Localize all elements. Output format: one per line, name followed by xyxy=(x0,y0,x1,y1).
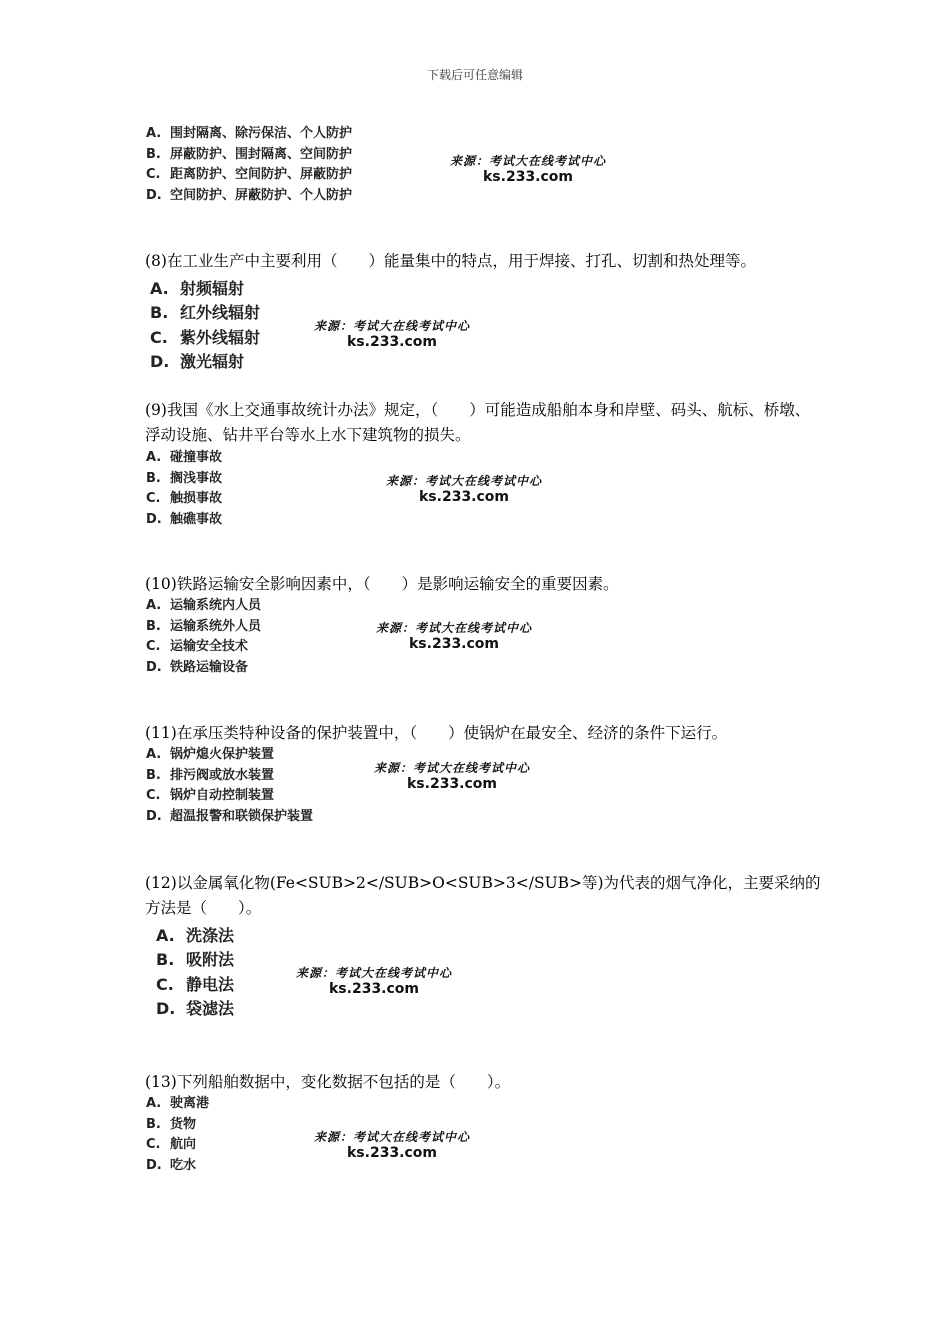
option-text: 锅炉熄火保护装置 xyxy=(170,747,275,762)
source-label: 来源：考试大在线考试中心 xyxy=(386,474,543,488)
source-url: ks.233.com xyxy=(347,1145,438,1161)
source-label: 来源：考试大在线考试中心 xyxy=(314,319,471,333)
q11-stem: (11)在承压类特种设备的保护装置中，（ ）使锅炉在最安全、经济的条件下运行。 xyxy=(145,724,728,742)
q9-option-c xyxy=(146,489,222,510)
q12-option-b xyxy=(156,948,234,972)
option-letter: C. xyxy=(156,974,174,994)
q12-stem: (12)以金属氧化物(Fe<SUB>2</SUB>O<SUB>3</SUB>等)为代表的烟气净化，主要采纳的方法是（ ）。 xyxy=(145,874,821,917)
q13-option-b xyxy=(146,1115,209,1136)
option-text: 袋滤法 xyxy=(186,998,235,1018)
source-watermark xyxy=(450,154,606,185)
option-text: 货物 xyxy=(170,1116,197,1132)
option-letter: B. xyxy=(146,146,161,162)
q11-option-c xyxy=(146,786,313,807)
source-watermark xyxy=(314,319,470,350)
q8-option-c xyxy=(150,326,260,350)
q11-option-b xyxy=(146,766,313,787)
option-text: 铁路运输设备 xyxy=(170,659,249,675)
option-letter: C. xyxy=(146,167,161,182)
q8-option-d xyxy=(150,350,260,374)
q12-options xyxy=(156,924,234,1021)
source-url: ks.233.com xyxy=(409,636,500,652)
q9-option-a xyxy=(146,448,222,469)
option-text: 排污阀或放水装置 xyxy=(170,767,275,783)
q7-option-d xyxy=(146,186,352,207)
option-text: 运输安全技术 xyxy=(170,639,249,654)
q11-option-d xyxy=(146,807,313,828)
q7-option-c xyxy=(146,165,352,186)
source-label: 来源：考试大在线考试中心 xyxy=(450,154,607,168)
q12-option-c xyxy=(156,973,234,997)
q13-option-d xyxy=(146,1156,209,1177)
q12-option-a xyxy=(156,924,234,948)
source-watermark xyxy=(314,1130,470,1161)
q12-option-d xyxy=(156,997,234,1021)
q9-stem: (9)我国《水上交通事故统计办法》规定，（ ）可能造成船舶本身和岸壁、码头、航标、桥墩、浮动设施、钻井平台等水上水下建筑物的损失。 xyxy=(145,401,811,444)
source-label: 来源：考试大在线考试中心 xyxy=(376,621,533,635)
q9-option-b xyxy=(146,469,222,490)
source-url: ks.233.com xyxy=(347,334,438,350)
q11-options xyxy=(146,745,313,827)
q10-option-c xyxy=(146,637,261,658)
option-letter: D. xyxy=(146,808,162,824)
option-text: 静电法 xyxy=(186,974,235,994)
source-url: ks.233.com xyxy=(419,489,510,505)
q10-stem: (10)铁路运输安全影响因素中，（ ）是影响运输安全的重要因素。 xyxy=(145,575,619,593)
option-letter: B. xyxy=(146,1116,161,1132)
option-text: 紫外线辐射 xyxy=(180,327,261,347)
q8-stem: (8)在工业生产中主要利用（ ）能量集中的特点，用于焊接、打孔、切割和热处理等。 xyxy=(145,252,756,270)
option-letter: B. xyxy=(146,618,161,634)
option-text: 搁浅事故 xyxy=(170,470,223,486)
q7-option-a xyxy=(146,124,352,145)
option-letter: D. xyxy=(146,659,162,675)
q8-option-a xyxy=(150,277,260,301)
option-letter: D. xyxy=(150,351,170,371)
option-letter: A. xyxy=(146,450,162,465)
option-text: 吸附法 xyxy=(186,950,235,970)
option-letter: C. xyxy=(146,1137,161,1152)
option-letter: C. xyxy=(150,327,168,347)
option-text: 运输系统内人员 xyxy=(170,598,262,613)
option-letter: A. xyxy=(150,279,169,298)
q7-option-b xyxy=(146,145,352,166)
option-letter: B. xyxy=(146,767,161,783)
option-letter: D. xyxy=(146,511,162,527)
q10-option-a xyxy=(146,596,261,617)
source-watermark xyxy=(386,474,542,505)
option-text: 触礁事故 xyxy=(170,511,223,527)
option-text: 航向 xyxy=(170,1137,197,1152)
source-url: ks.233.com xyxy=(329,981,420,997)
option-letter: B. xyxy=(146,470,161,486)
option-text: 驶离港 xyxy=(170,1096,210,1111)
option-text: 运输系统外人员 xyxy=(170,618,262,634)
source-label: 来源：考试大在线考试中心 xyxy=(296,966,453,980)
option-text: 围封隔离、除污保洁、个人防护 xyxy=(170,126,353,141)
option-text: 距离防护、空间防护、屏蔽防护 xyxy=(170,167,353,182)
source-url: ks.233.com xyxy=(407,776,498,792)
option-text: 红外线辐射 xyxy=(180,303,261,323)
q8-options xyxy=(150,277,260,374)
option-text: 射频辐射 xyxy=(180,279,245,298)
option-letter: A. xyxy=(146,126,162,141)
option-text: 超温报警和联锁保护装置 xyxy=(170,808,314,824)
q9-options xyxy=(146,448,222,530)
source-watermark xyxy=(296,966,452,997)
option-text: 锅炉自动控制装置 xyxy=(170,788,275,803)
q10-option-d xyxy=(146,658,261,679)
option-text: 碰撞事故 xyxy=(170,450,223,465)
option-text: 触损事故 xyxy=(170,491,223,506)
option-letter: C. xyxy=(146,491,161,506)
q8-option-b xyxy=(150,301,260,325)
q9-option-d xyxy=(146,510,222,531)
option-text: 屏蔽防护、围封隔离、空间防护 xyxy=(170,146,353,162)
q13-option-c xyxy=(146,1135,209,1156)
option-text: 空间防护、屏蔽防护、个人防护 xyxy=(170,187,353,203)
option-text: 吃水 xyxy=(170,1157,197,1173)
option-letter: D. xyxy=(156,998,176,1018)
source-watermark xyxy=(376,621,532,652)
option-letter: A. xyxy=(146,598,162,613)
option-letter: B. xyxy=(150,303,169,323)
option-text: 洗涤法 xyxy=(186,926,235,945)
q10-option-b xyxy=(146,617,261,638)
q10-options xyxy=(146,596,261,678)
option-letter: C. xyxy=(146,639,161,654)
option-letter: C. xyxy=(146,788,161,803)
option-letter: D. xyxy=(146,1157,162,1173)
q11-option-a xyxy=(146,745,313,766)
option-letter: A. xyxy=(156,926,175,945)
q13-stem: (13)下列船舶数据中，变化数据不包括的是（ ）。 xyxy=(145,1073,511,1091)
q13-option-a xyxy=(146,1094,209,1115)
page-header: 下载后可任意编辑 xyxy=(426,68,523,82)
option-letter: B. xyxy=(156,950,175,970)
option-letter: A. xyxy=(146,747,162,762)
source-watermark xyxy=(374,761,530,792)
option-text: 激光辐射 xyxy=(180,351,245,371)
option-letter: D. xyxy=(146,187,162,203)
source-label: 来源：考试大在线考试中心 xyxy=(314,1130,471,1144)
source-url: ks.233.com xyxy=(483,169,574,185)
q13-options xyxy=(146,1094,209,1176)
source-label: 来源：考试大在线考试中心 xyxy=(374,761,531,775)
option-letter: A. xyxy=(146,1096,162,1111)
q7-options xyxy=(146,124,352,206)
